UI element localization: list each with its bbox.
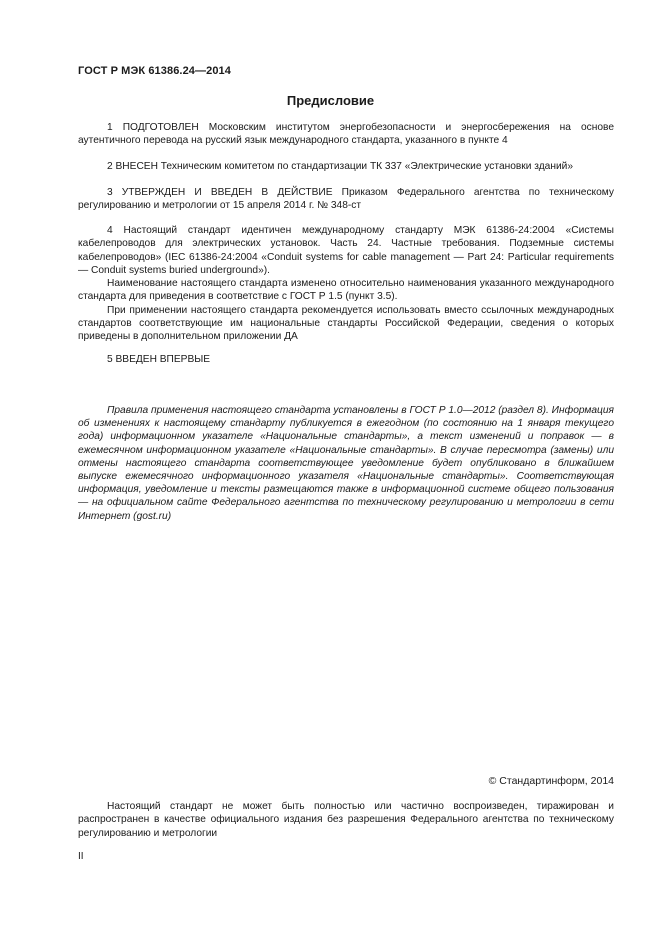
page-title: Предисловие [286, 93, 375, 108]
copyright: © Стандартинформ, 2014 [488, 775, 614, 787]
section-1 [78, 121, 614, 148]
section-4-name-note: Наименование настоящего стандарта изменено относительно наименования указанного международного стандарта для приведения в соответствие с ГОСТ Р 1.5 (пункт 3.5). [78, 278, 614, 303]
document-header: ГОСТ Р МЭК 61386.24—2014 [78, 65, 231, 77]
section-2 [78, 160, 614, 173]
section-4-references-note: При применении настоящего стандарта рекомендуется использовать вместо ссылочных международных стандартов соответствующие им национальные стандарты Российской Федерации, сведения о которых приведены в дополнительном приложении ДА [78, 304, 614, 343]
page-number: II [78, 851, 84, 862]
section-4-text: 4 Настоящий стандарт идентичен международному стандарту МЭК 61386-24:2004 «Системы кабелепроводов для электрических установок. Часть 24. Частные требования. Подземные системы кабелепроводов» (IEC 61386-24:2004 «Conduit systems for cable management — Part 24: Particular requirements — Conduit systems buried underground»). [78, 225, 614, 276]
section-5 [78, 353, 614, 366]
application-rules-notice: Правила применения настоящего стандарта установлены в ГОСТ Р 1.0—2012 (раздел 8). Информация об изменениях к настоящему стандарту публикуется в ежегодном (по состоянию на 1 января текущего года) информационном указателе «Национальные стандарты», а текст изменений и поправок — в ежемесячном информационном указателе «Национальные стандарты». В случае пересмотра (замены) или отмены настоящего стандарта соответствующее уведомление будет опубликовано в ближайшем выпуске ежемесячного информационного указателя «Национальные стандарты». Соответствующая информация, уведомление и тексты размещаются также в информационной системе общего пользования — на официальном сайте Федерального агентства по техническому регулированию и метрологии в сети Интернет (gost.ru) [78, 405, 614, 522]
section-5-text: 5 ВВЕДЕН ВПЕРВЫЕ [107, 354, 211, 365]
section-3-text: 3 УТВЕРЖДЕН И ВВЕДЕН В ДЕЙСТВИЕ Приказом Федерального агентства по техническому регулированию и метрологии от 15 апреля 2014 г. № 348-ст [78, 187, 614, 212]
reproduction-notice: Настоящий стандарт не может быть полностью или частично воспроизведен, тиражирован и распространен в качестве официального издания без разрешения Федерального агентства по техническому регулированию и метрологии [78, 801, 614, 839]
section-4 [78, 224, 614, 344]
section-3 [78, 186, 614, 213]
section-1-text: 1 ПОДГОТОВЛЕН Московским институтом энергобезопасности и энергосбережения на основе аутентичного перевода на русский язык международного стандарта, указанного в пункте 4 [78, 122, 614, 147]
section-2-text: 2 ВНЕСЕН Техническим комитетом по стандартизации ТК 337 «Электрические установки зданий» [107, 161, 574, 172]
